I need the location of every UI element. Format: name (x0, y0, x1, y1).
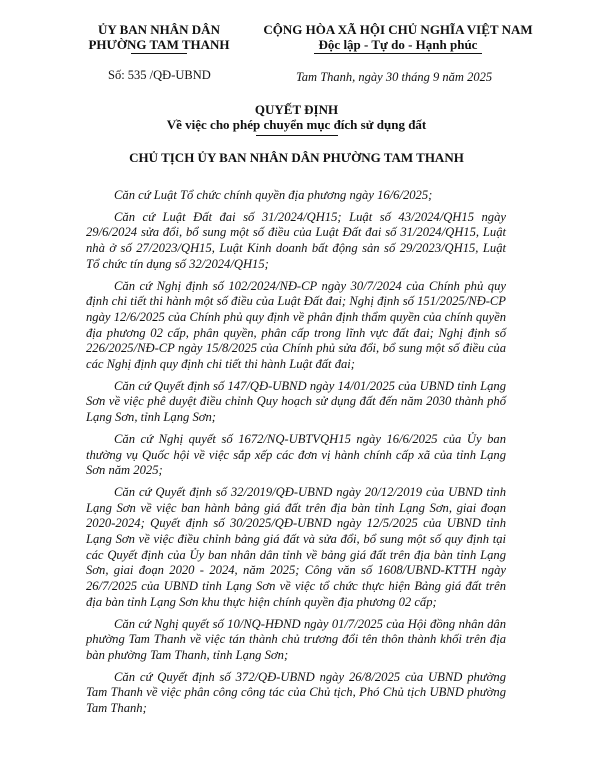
agency-underline (131, 53, 187, 54)
issuing-agency (84, 22, 234, 54)
national-header (248, 22, 548, 54)
issuer-title: CHỦ TỊCH ỦY BAN NHÂN DÂN PHƯỜNG TAM THANH (129, 150, 464, 165)
basis-paragraph: Căn cứ Nghị định số 102/2024/NĐ-CP ngày 30/7/2024 của Chính phủ quy định chi tiết thi hành một số điều của Luật Đất đai; Nghị định số 151/2025/NĐ-CP ngày 12/6/2025 của Chính phủ quy định về phân định thẩm quyền của chính quyền địa phương 02 cấp, phân quyền, phân cấp trong lĩnh vực đất đai; Nghị định số 226/2025/NĐ-CP ngày 15/8/2025 của Chính phủ sửa đổi, bổ sung một số điều của các Nghị định quy định chi tiết thi hành Luật đất đai; (86, 278, 506, 372)
agency-line-2: PHƯỜNG TAM THANH (88, 37, 230, 52)
agency-line-1: ỦY BAN NHÂN DÂN (98, 22, 220, 37)
basis-paragraph: Căn cứ Quyết định số 32/2019/QĐ-UBND ngày 20/12/2019 của UBND tỉnh Lạng Sơn về việc ban hành bảng giá đất trên địa bàn tỉnh Lạng Sơn, giai đoạn 2020-2024; Quyết định số 30/2025/QĐ-UBND ngày 12/5/2025 của UBND tỉnh Lạng Sơn về việc điều chỉnh bảng giá đất và sửa đổi, bổ sung một số quy định tại các Quyết định của Ủy ban nhân dân tỉnh về bảng giá đất trên địa bàn tỉnh Lạng Sơn, giai đoạn 2020 - 2024, năm 2025; Công văn số 1608/UBND-KTTH ngày 26/7/2025 của UBND tỉnh Lạng Sơn về việc tổ chức thực hiện Bảng giá đất trên địa bàn tỉnh Lạng Sơn khu thực hiện chính quyền địa phương 02 cấp; (86, 484, 506, 609)
motto-underline (314, 53, 482, 54)
basis-paragraph: Căn cứ Luật Đất đai số 31/2024/QH15; Luật số 43/2024/QH15 ngày 29/6/2024 sửa đổi, bổ sung một số điều của Luật Đất đai số 31/2024/QH15, Luật nhà ở số 27/2023/QH15, Luật Kinh doanh bất động sản số 29/2023/QH15, Luật Tổ chức tín dụng số 32/2024/QH15; (86, 209, 506, 271)
legal-basis (86, 188, 506, 723)
document-title: QUYẾT ĐỊNH (254, 102, 339, 117)
nation-name: CỘNG HÒA XÃ HỘI CHỦ NGHĨA VIỆT NAM (263, 22, 533, 37)
place-and-date: Tam Thanh, ngày 30 tháng 9 năm 2025 (296, 70, 493, 84)
basis-paragraph: Căn cứ Nghị quyết số 10/NQ-HĐND ngày 01/7/2025 của Hội đồng nhân dân phường Tam Thanh về việc tán thành chủ trương đổi tên thôn thành khối trên địa bàn phường Tam Thanh, tỉnh Lạng Sơn; (86, 616, 506, 662)
basis-paragraph: Căn cứ Quyết định số 372/QĐ-UBND ngày 26/8/2025 của UBND phường Tam Thanh về việc phân công công tác của Chủ tịch, Phó Chủ tịch UBND phường Tam Thanh; (86, 669, 506, 716)
national-motto: Độc lập - Tự do - Hạnh phúc (318, 37, 478, 52)
subtitle-underline (256, 135, 338, 136)
basis-paragraph: Căn cứ Quyết định số 147/QĐ-UBND ngày 14/01/2025 của UBND tỉnh Lạng Sơn về việc phê duyệt điều chỉnh Quy hoạch sử dụng đất đến năm 2030 thành phố Lạng Sơn, tỉnh Lạng Sơn; (86, 378, 506, 425)
document-subtitle: Về việc cho phép chuyển mục đích sử dụng đất (166, 117, 427, 132)
basis-paragraph: Căn cứ Nghị quyết số 1672/NQ-UBTVQH15 ngày 16/6/2025 của Ủy ban thường vụ Quốc hội về việc sắp xếp các đơn vị hành chính cấp xã của tỉnh Lạng Sơn năm 2025; (86, 431, 506, 478)
basis-paragraph: Căn cứ Luật Tổ chức chính quyền địa phương ngày 16/6/2025; (114, 188, 433, 202)
document-number: Số: 535 /QĐ-UBND (108, 68, 211, 82)
